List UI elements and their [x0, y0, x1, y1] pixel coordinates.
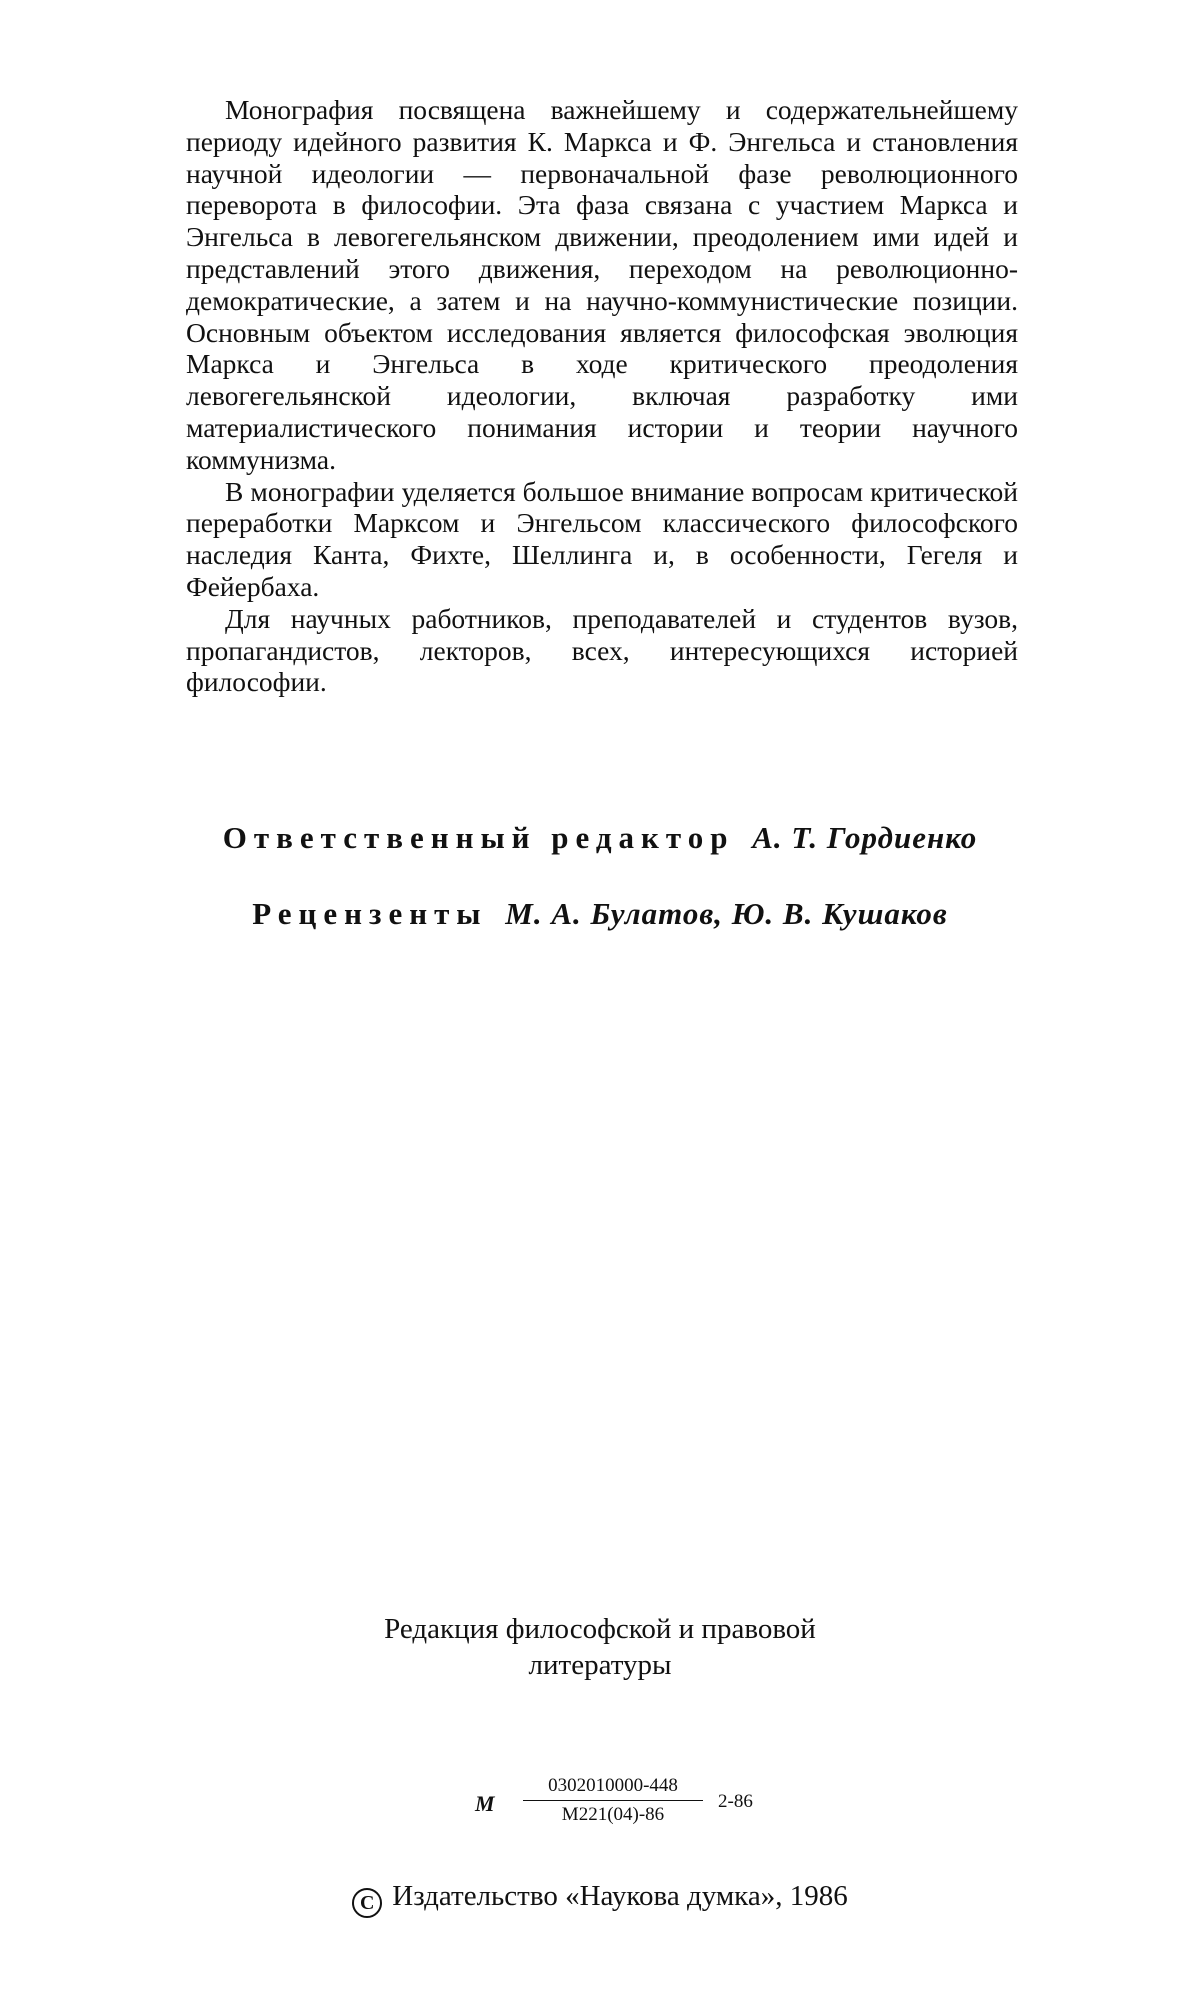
annotation-paragraph: Монография посвящена важнейшему и содержательнейшему периоду идейного развития К. Маркса и Ф. Энгельса и становления научной идеологии — первоначальной фазе революционного переворота в философии. Эта фаза связана с участием Маркса и Энгельса в левогегельянском движении, преодолением ими идей и представлений этого движения, переходом на революционно-демократические, а затем и на научно-коммунистические позиции. Основным объектом исследования является философская эволюция Маркса и Энгельса в ходе критического преодоления левогегельянской идеологии, включая разработку ими материалистического понимания истории и теории научного коммунизма.	[186, 94, 1018, 475]
responsible-editor-name: А. Т. Гордиенко	[752, 820, 978, 855]
annotation-paragraph: Для научных работников, преподавателей и студентов вузов, пропагандистов, лекторов, всех, интересующихся историей философии.	[186, 602, 1018, 698]
copyright-line	[0, 1880, 1200, 1918]
catalog-code	[475, 1775, 775, 1833]
copyright-icon: C	[352, 1888, 382, 1918]
edition-office	[0, 1611, 1200, 1683]
reviewers-names: М. А. Булатов, Ю. В. Кушаков	[505, 896, 948, 931]
copyright-text: Издательство «Наукова думка», 1986	[392, 1880, 848, 1912]
annotation-paragraph: В монографии уделяется большое внимание вопросам критической переработки Марксом и Энгельсом классического философского наследия Канта, Фихте, Шеллинга и, в особенности, Гегеля и Фейербаха.	[186, 475, 1018, 602]
annotation-text	[186, 94, 1018, 698]
edition-office-line-1: Редакция философской и правовой	[384, 1613, 816, 1645]
catalog-code-fraction	[523, 1775, 703, 1826]
catalog-code-letter: М	[475, 1791, 495, 1816]
responsible-editor-label: Ответственный редактор	[222, 820, 735, 855]
responsible-editor-line	[0, 820, 1200, 856]
edition-office-line-2: литературы	[528, 1649, 672, 1681]
reviewers-line	[0, 896, 1200, 932]
catalog-code-suffix: 2-86	[718, 1791, 753, 1812]
catalog-code-denominator: М221(04)-86	[561, 1804, 665, 1825]
reviewers-label: Рецензенты	[252, 896, 488, 931]
catalog-code-numerator: 0302010000-448	[523, 1775, 703, 1801]
